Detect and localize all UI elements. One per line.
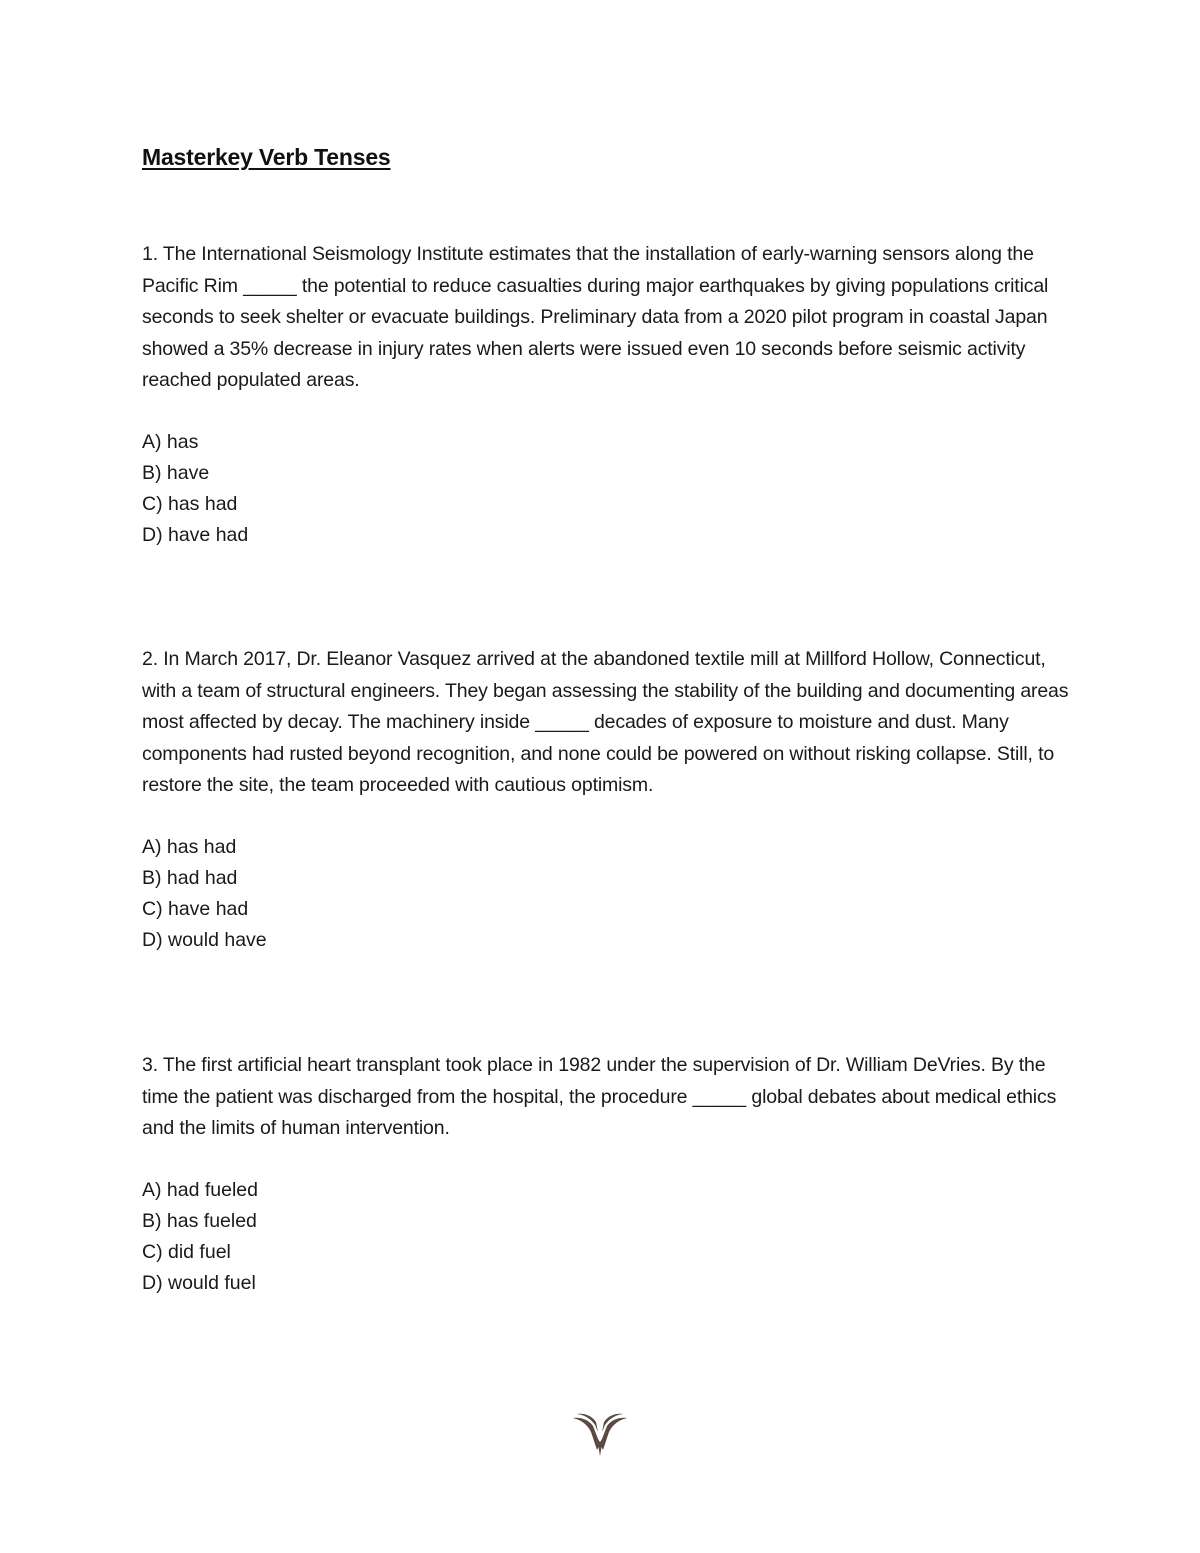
- question-3: [142, 1050, 1072, 1145]
- question-text: The International Seismology Institute estimates that the installation of early-warning sensors along the Pacific Rim _____ the potential to reduce casualties during major earthquakes by giving populations critical seconds to seek shelter or evacuate buildings. Preliminary data from a 2020 pilot program in coastal Japan showed a 35% decrease in injury rates when alerts were issued even 10 seconds before seismic activity reached populated areas.: [142, 243, 1049, 391]
- option-b: B) have: [142, 462, 210, 484]
- question-1: [142, 239, 1072, 397]
- question-number: 1.: [142, 243, 158, 265]
- question-1-options: [142, 427, 742, 551]
- question-text: In March 2017, Dr. Eleanor Vasquez arrived at the abandoned textile mill at Millford Hollow, Connecticut, with a team of structural engineers. They began assessing the stability of the building and documenting areas most affected by decay. The machinery inside _____ decades of exposure to moisture and dust. Many components had rusted beyond recognition, and none could be powered on without risking collapse. Still, to restore the site, the team proceeded with cautious optimism.: [142, 648, 1069, 796]
- document-title: Masterkey Verb Tenses: [142, 144, 391, 170]
- option-c: C) have had: [142, 898, 249, 920]
- option-b: B) had had: [142, 867, 238, 889]
- option-c: C) has had: [142, 493, 238, 515]
- question-3-options: [142, 1175, 742, 1299]
- option-d: D) would have: [142, 929, 267, 951]
- question-2: [142, 644, 1072, 802]
- question-number: 2.: [142, 648, 158, 670]
- winged-w-logo-icon: [571, 1410, 629, 1458]
- question-text: The first artificial heart transplant took place in 1982 under the supervision of Dr. William DeVries. By the time the patient was discharged from the hospital, the procedure _____ global debates about medical ethics and the limits of human intervention.: [142, 1054, 1057, 1139]
- option-a: A) had fueled: [142, 1179, 259, 1201]
- question-2-options: [142, 832, 742, 956]
- question-number: 3.: [142, 1054, 158, 1076]
- option-a: A) has had: [142, 836, 237, 858]
- option-d: D) would fuel: [142, 1272, 256, 1294]
- option-d: D) have had: [142, 524, 249, 546]
- option-a: A) has: [142, 431, 199, 453]
- option-c: C) did fuel: [142, 1241, 231, 1263]
- option-b: B) has fueled: [142, 1210, 257, 1232]
